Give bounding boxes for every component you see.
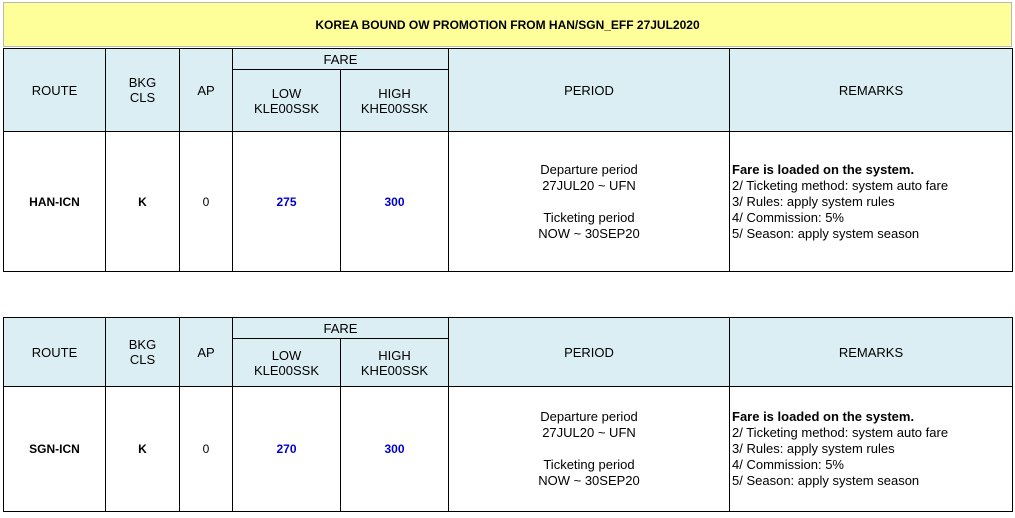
remarks-header: REMARKS [730,49,1013,132]
period-cell: Departure period 27JUL20 ~ UFN Ticketing period NOW ~ 30SEP20 [449,132,730,272]
route-cell: HAN-ICN [4,132,106,272]
ap-header: AP [180,318,233,387]
promotion-title: KOREA BOUND OW PROMOTION FROM HAN/SGN_EFF 27JUL2020 [3,2,1012,47]
ap-header: AP [180,49,233,132]
remarks-header: REMARKS [730,318,1013,387]
low-fare-header: LOW KLE00SSK [233,339,341,387]
bkg-cls-header: BKG CLS [106,49,180,132]
fare-header: FARE [233,49,449,70]
high-fare-header: HIGH KHE00SSK [341,70,449,132]
bkg-cls-cell: K [106,387,180,512]
remarks-cell: Fare is loaded on the system. 2/ Ticketing method: system auto fare 3/ Rules: apply system rules 4/ Commission: 5% 5/ Season: apply system season [730,387,1013,512]
remarks-cell: Fare is loaded on the system. 2/ Ticketing method: system auto fare 3/ Rules: apply system rules 4/ Commission: 5% 5/ Season: apply system season [730,132,1013,272]
fare-table-han [3,48,1013,272]
low-fare-cell: 275 [233,132,341,272]
ap-cell: 0 [180,387,233,512]
bkg-cls-header: BKG CLS [106,318,180,387]
low-fare-cell: 270 [233,387,341,512]
high-fare-header: HIGH KHE00SSK [341,339,449,387]
ap-cell: 0 [180,132,233,272]
low-fare-header: LOW KLE00SSK [233,70,341,132]
period-header: PERIOD [449,49,730,132]
bkg-cls-cell: K [106,132,180,272]
fare-table-sgn [3,317,1013,512]
high-fare-cell: 300 [341,132,449,272]
route-cell: SGN-ICN [4,387,106,512]
high-fare-cell: 300 [341,387,449,512]
period-cell: Departure period 27JUL20 ~ UFN Ticketing period NOW ~ 30SEP20 [449,387,730,512]
route-header: ROUTE [4,49,106,132]
fare-header: FARE [233,318,449,339]
period-header: PERIOD [449,318,730,387]
route-header: ROUTE [4,318,106,387]
